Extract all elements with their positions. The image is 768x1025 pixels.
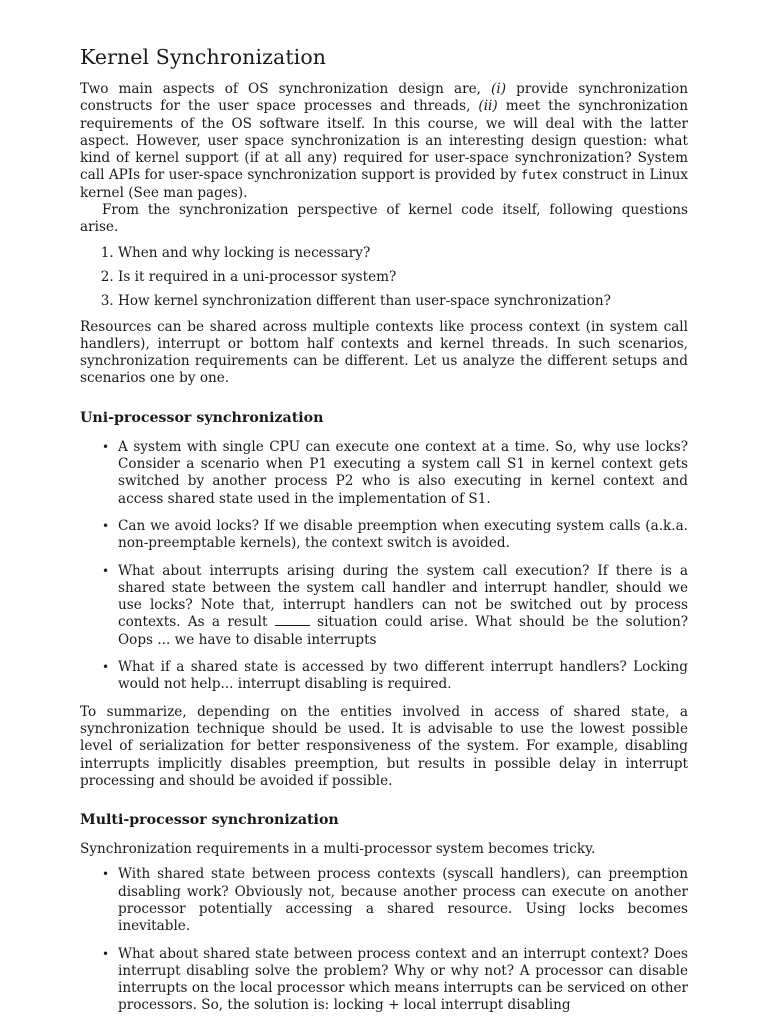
list-item: 3. How kernel synchronization different than user-space synchronization? xyxy=(118,293,688,310)
intro-text-4: construct in Linux kernel (See man pages). xyxy=(80,167,689,201)
multi-heading: Multi-processor synchronization xyxy=(80,812,339,829)
bullet-icon: • xyxy=(102,439,110,454)
futex-code: futex xyxy=(520,168,558,183)
questions-lead: From the synchronization perspective of kernel code itself, following questions arise. xyxy=(80,202,688,236)
bullet-icon: • xyxy=(102,946,110,961)
list-item: • What about shared state between process context and an interrupt context? Does interrupt disabling solve the problem? Why or why not? A processor can disable interrupts on the local processor which means interrupts can be serviced on other processors. So, the solution is: locking + local interrupt disabling xyxy=(102,945,688,1014)
multi-intro: Synchronization requirements in a multi-processor system becomes tricky. xyxy=(80,841,596,858)
resources-paragraph: Resources can be shared across multiple contexts like process context (in system call handlers), interrupt or bottom half contexts and kernel threads. In such scenarios, synchronization requirements can be different. Let us analyze the different setups and scenarios one by one. xyxy=(80,318,688,387)
list-item: 2. Is it required in a uni-processor system? xyxy=(118,269,688,286)
intro-marker-ii: (ii) xyxy=(478,98,498,115)
list-item: • What about interrupts arising during the system call execution? If there is a shared state between the system call handler and interrupt handler, should we use locks? Note that, interrupt handlers can not be switched out by process contexts. As a result situation could arise. What should be the solution? Oops ... we have to disable interrupts xyxy=(102,562,688,648)
intro-marker-i: (i) xyxy=(491,81,507,97)
intro-text-3: meet the synchronization requirements of the OS software itself. In this course, we will deal with the latter aspect. However, user space synchronization is an interesting design question: what kind of kernel support (if at all any) required for user-space synchronization? System call APIs for user-space synchronization support is provided by xyxy=(80,98,688,184)
bullet-icon: • xyxy=(102,518,110,533)
intro-paragraph xyxy=(80,81,688,202)
list-item: • Can we avoid locks? If we disable preemption when executing system calls (a.k.a. non-preemptable kernels), the context switch is avoided. xyxy=(102,517,688,552)
intro-text-1: Two main aspects of OS synchronization design are, xyxy=(80,81,492,97)
list-item: • What if a shared state is accessed by two different interrupt handlers? Locking would not help... interrupt disabling is required. xyxy=(102,659,688,693)
list-item: 1. When and why locking is necessary? xyxy=(118,245,688,262)
bullet-icon: • xyxy=(102,660,110,675)
intro-text-2: provide synchronization constructs for the user space processes and threads, xyxy=(80,81,688,115)
page-title: Kernel Synchronization xyxy=(80,45,327,69)
bullet-icon: • xyxy=(102,563,110,578)
questions-list xyxy=(80,245,688,311)
uni-heading: Uni-processor synchronization xyxy=(80,409,324,426)
document-page xyxy=(80,44,688,1025)
blank-underline xyxy=(275,616,310,626)
list-item: • With shared state between process contexts (syscall handlers), can preemption disabling work? Obviously not, because another process can execute on another processor potentially accessing a shared resource. Using locks becomes inevitable. xyxy=(102,866,688,935)
uni-bullet-list xyxy=(80,439,688,694)
bullet-icon: • xyxy=(102,867,110,882)
multi-bullet-list xyxy=(80,866,688,1014)
list-item: • A system with single CPU can execute one context at a time. So, why use locks? Consider a scenario when P1 executing a system call S1 in kernel context gets switched by another process P2 who is also executing in kernel context and access shared state used in the implementation of S1. xyxy=(102,438,688,507)
summary-paragraph: To summarize, depending on the entities involved in access of shared state, a synchronization technique should be used. It is advisable to use the lowest possible level of serialization for better responsiveness of the system. For example, disabling interrupts implicitly disables preemption, but results in possible delay in interrupt processing and should be avoided if possible. xyxy=(80,703,688,789)
